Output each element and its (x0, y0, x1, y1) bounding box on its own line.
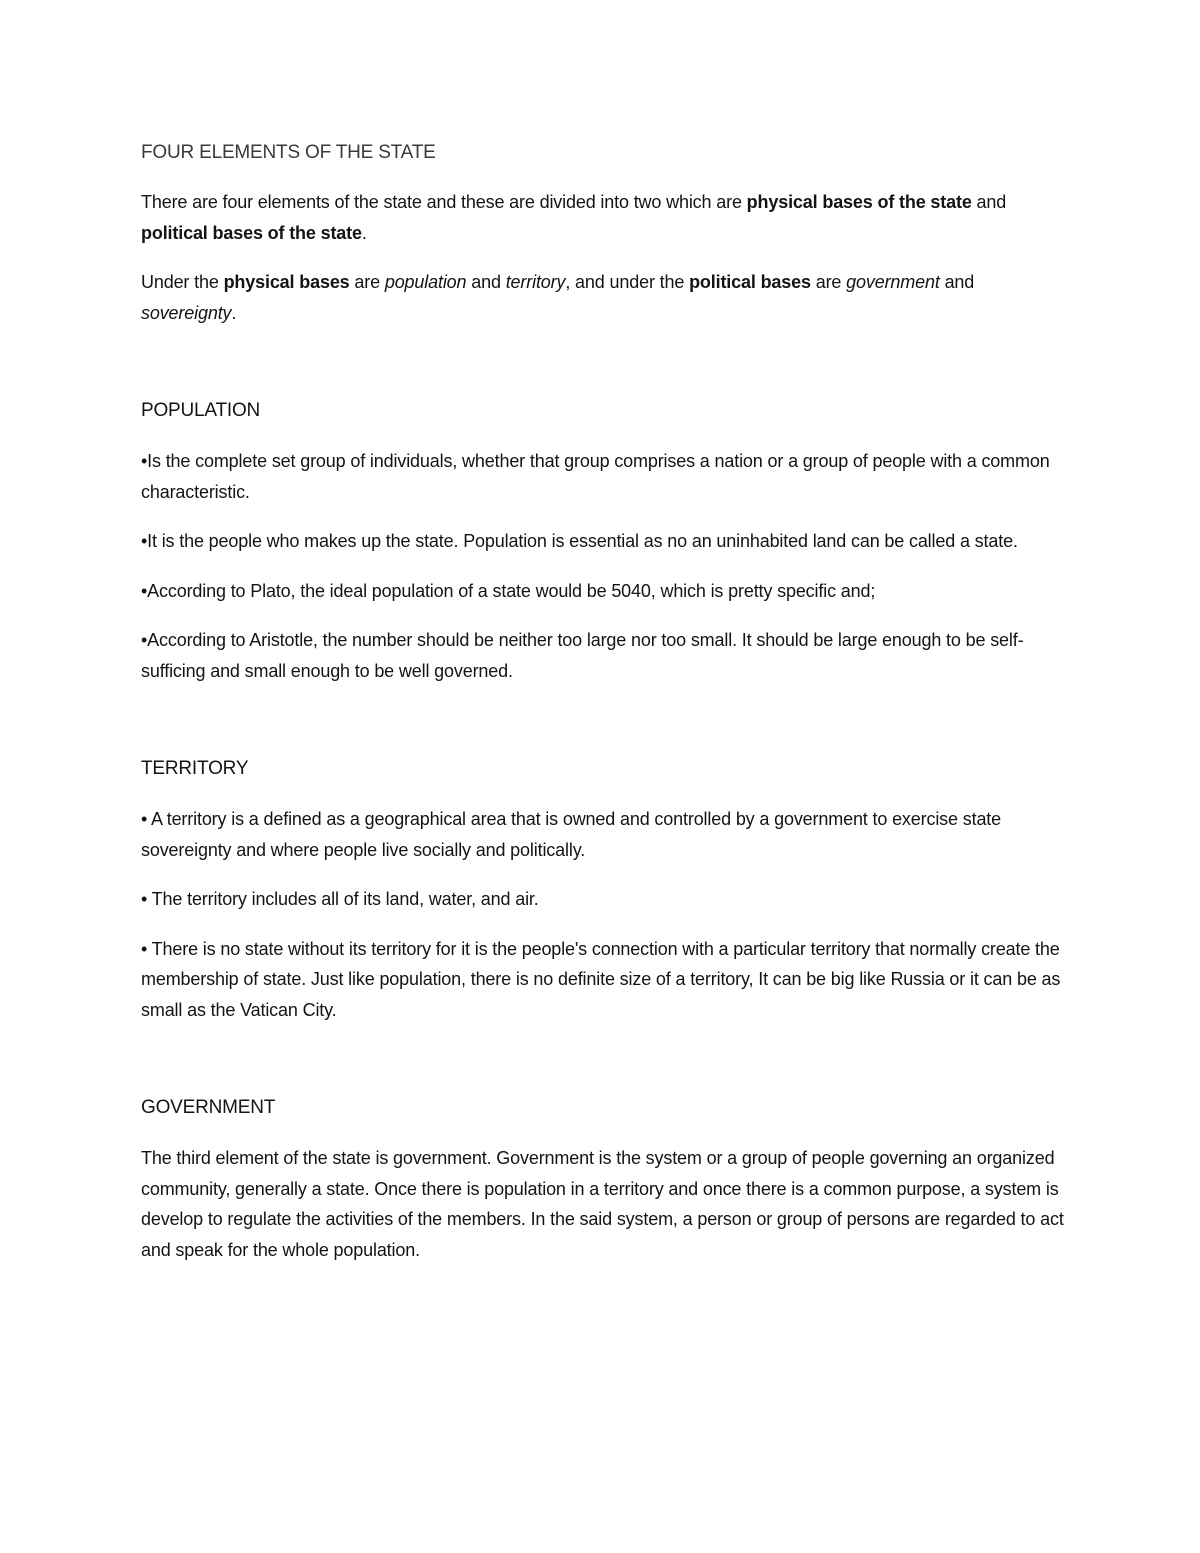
intro-text: are (349, 272, 385, 292)
section-heading-territory: TERRITORY (141, 758, 249, 779)
bold-term-political-bases-of-the-state: political bases of the state (141, 222, 362, 243)
intro-text: and (939, 272, 975, 292)
territory-bullet-1: • A territory is a defined as a geographical area that is owned and controlled by a government to exercise state sovereignty and where people live socially and politically. (141, 809, 1002, 860)
intro-text: . (231, 302, 237, 323)
intro-paragraph-2 (141, 267, 1071, 328)
document-title: FOUR ELEMENTS OF THE STATE (141, 142, 436, 163)
bold-term-physical-bases: physical bases (223, 272, 350, 292)
territory-bullet-3: • There is no state without its territory for it is the people's connection with a particular territory that normally create the membership of state. Just like population, there is no definite size of a territory, It can be big like Russia or it can be as small as the Vatican City. (141, 938, 1061, 1020)
bold-term-physical-bases-of-the-state: physical bases of the state (746, 192, 972, 212)
population-bullet-1: •Is the complete set group of individuals, whether that group comprises a nation or a group of people with a common characteristic. (141, 451, 1050, 502)
intro-text: Under the (141, 272, 224, 292)
italic-term-territory: territory (505, 272, 566, 292)
population-bullet-3: •According to Plato, the ideal population of a state would be 5040, which is pretty specific and; (141, 580, 876, 601)
document-page (141, 138, 1071, 1265)
population-bullet-2: •It is the people who makes up the state. Population is essential as no an uninhabited land can be called a state. (141, 531, 1018, 551)
section-heading-population: POPULATION (141, 400, 261, 421)
intro-text: , and under the (565, 272, 690, 292)
intro-text: There are four elements of the state and these are divided into two which are (141, 192, 747, 212)
intro-text: . (361, 222, 367, 243)
territory-bullet-2: • The territory includes all of its land, water, and air. (141, 889, 539, 909)
italic-term-sovereignty: sovereignty (141, 302, 232, 323)
intro-text: and (466, 272, 506, 292)
italic-term-population: population (384, 272, 467, 292)
intro-paragraph-1 (141, 187, 1071, 248)
government-paragraph: The third element of the state is government. Government is the system or a group of people governing an organized community, generally a state. Once there is population in a territory and once there is a common purpose, a system is develop to regulate the activities of the members. In the said system, a person or group of persons are regarded to act and speak for the whole population. (141, 1148, 1064, 1260)
italic-term-government: government (846, 272, 940, 292)
intro-text: are (810, 272, 847, 292)
population-bullet-4: •According to Aristotle, the number should be neither too large nor too small. It should be large enough to be self-sufficing and small enough to be well governed. (141, 630, 1024, 681)
section-heading-government: GOVERNMENT (141, 1097, 276, 1118)
bold-term-political-bases: political bases (689, 272, 811, 292)
intro-text: and (971, 192, 1007, 212)
